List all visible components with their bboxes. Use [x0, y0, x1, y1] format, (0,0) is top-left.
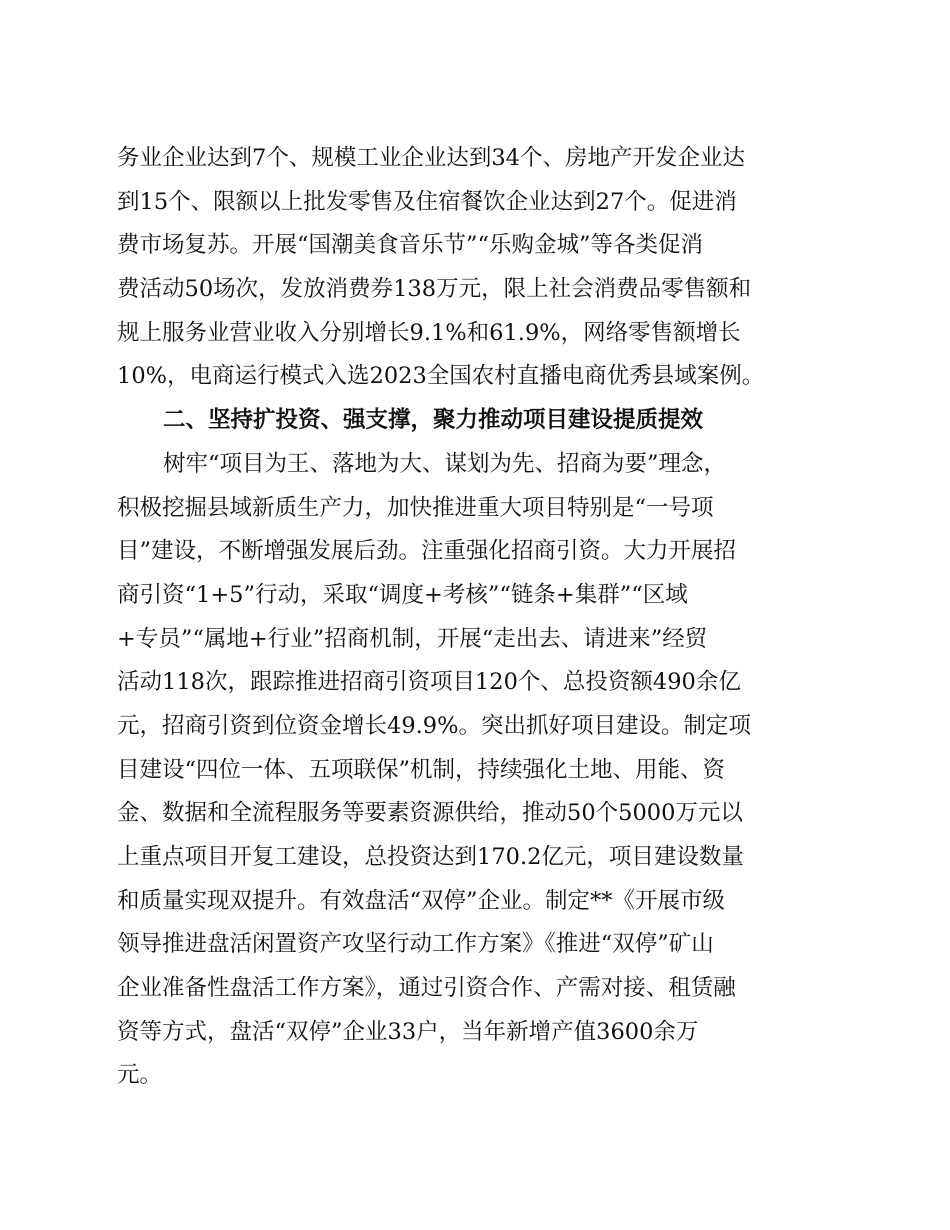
body-line: 务业企业达到7个、规模工业企业达到34个、房地产开发企业达 — [117, 145, 745, 171]
body-line: 目”建设，不断增强发展后劲。注重强化招商引资。大力开展招 — [117, 538, 737, 565]
body-line: 费市场复苏。开展“国潮美食音乐节”“乐购金城”等各类促消 — [117, 232, 704, 259]
body-line: 费活动50场次，发放消费券138万元，限上社会消费品零售额和 — [117, 276, 752, 303]
document-body — [117, 137, 827, 1098]
body-line: 企业准备性盘活工作方案》，通过引资合作、产需对接、租赁融 — [117, 975, 736, 1002]
body-line: 和质量实现双提升。有效盘活“双停”企业。制定**《开展市级 — [117, 887, 726, 914]
body-line: 领导推进盘活闲置资产攻坚行动工作方案》《推进“双停”矿山 — [117, 931, 714, 958]
body-line: 元，招商引资到位资金增长49.9%。突出抓好项目建设。制定项 — [117, 712, 751, 739]
body-line: 金、数据和全流程服务等要素资源供给，推动50个5000万元以 — [117, 800, 743, 827]
body-line: 10%，电商运行模式入选2023全国农村直播电商优秀县域案例。 — [117, 363, 765, 390]
body-line: 到15个、限额以上批发零售及住宿餐饮企业达到27个。促进消 — [117, 188, 737, 215]
body-line: 目建设“四位一体、五项联保”机制，持续强化土地、用能、资 — [117, 756, 726, 783]
body-line: 元。 — [117, 1062, 163, 1089]
body-line: +专员”“属地+行业”招商机制，开展“走出去、请进来”经贸 — [117, 625, 708, 652]
body-line: 商引资“1+5”行动，采取“调度+考核”“链条+集群”“区域 — [117, 581, 688, 608]
body-line: 活动118次，跟踪推进招商引资项目120个、总投资额490余亿 — [117, 669, 741, 696]
body-line: 规上服务业营业收入分别增长9.1%和61.9%，网络零售额增长 — [117, 319, 741, 346]
body-line: 积极挖掘县域新质生产力，加快推进重大项目特别是“一号项 — [117, 494, 714, 521]
section-heading: 二、坚持扩投资、强支撑，聚力推动项目建设提质提效 — [163, 407, 704, 434]
body-line: 上重点项目开复工建设，总投资达到170.2亿元，项目建设数量 — [117, 844, 744, 870]
paragraph-first-line: 树牢“项目为王、落地为大、谋划为先、招商为要”理念， — [163, 450, 727, 477]
body-line: 资等方式，盘活“双停”企业33户，当年新增产值3600余万 — [117, 1018, 699, 1045]
